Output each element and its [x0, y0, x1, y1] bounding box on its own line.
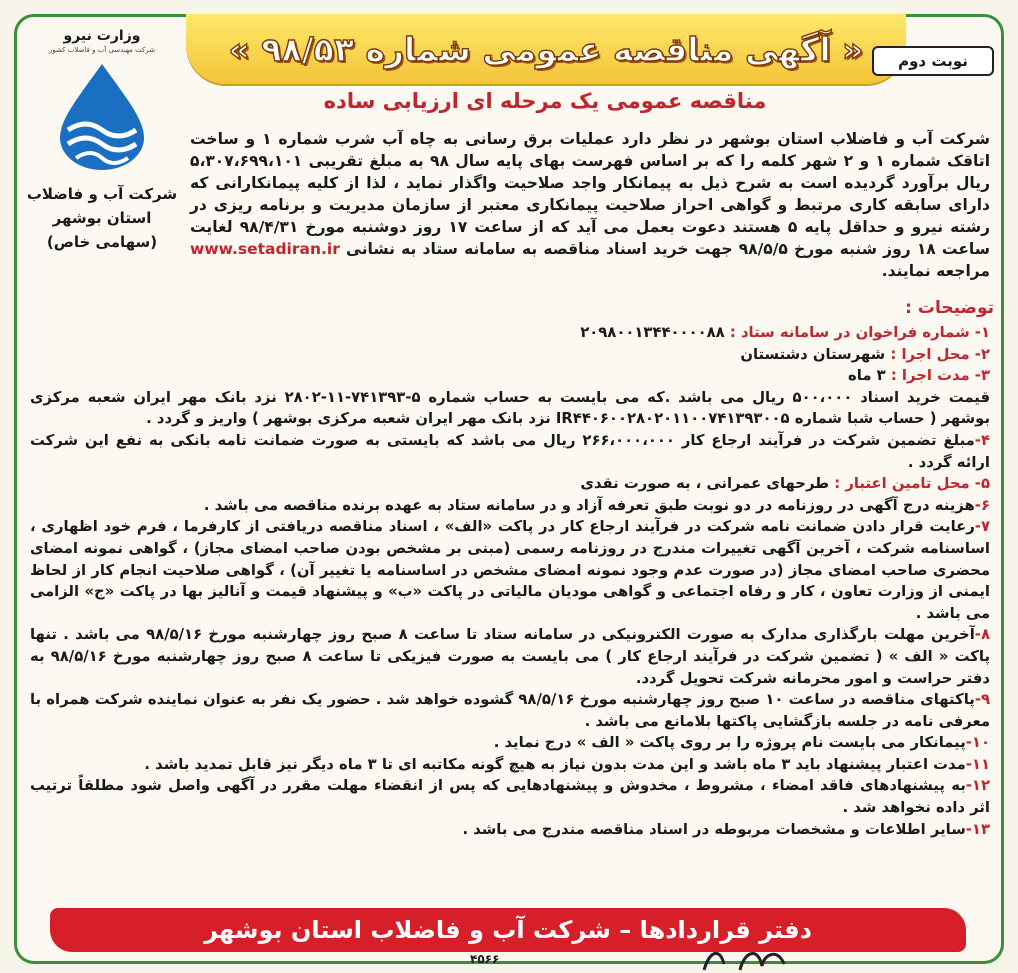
list-item: ۱۰-پیمانکار می بایست نام پروژه را بر روی پاکت « الف » درج نماید . [493, 734, 990, 752]
list-item: ۷-رعایت قرار دادن ضمانت نامه شرکت در فرآیند ارجاع کار در پاکت «الف» ، اسناد مناقصه دریافتی از کارفرما ، فرم خود اظهاری ، اساسنامه شرکت ، آخرین آگهی تغییرات مندرج در روزنامه رسمی (مبنی بر مشخص بودن صاحب امضای مجاز) ، گواهی نمونه امضای محضری صاحب امضای مجاز (در صورت عدم وجود نمونه امضای مشخص در اساسنامه یا تغییر آن) ، گواهی صلاحیت انجام کار از لحاظ ایمنی از وزارت تعاون ، کار و رفاه اجتماعی و گواهی مودیان مالیاتی در پاکت «ب» و پیشنهاد قیمت و آنالیز بها در پاکت «ج» الزامی می باشد . [30, 518, 990, 622]
company-name: شرکت آب و فاضلاب استان بوشهر (سهامی خاص) [26, 185, 178, 251]
ad-code: ۴۵۶۶ [470, 952, 500, 966]
ad-title: « آگهی مناقصه عمومی شماره ۹۸/۵۳ » [228, 29, 864, 69]
logo-tagline: شرکت مهندسی آب و فاضلاب کشور [48, 46, 156, 54]
list-item: قیمت خرید اسناد ۵۰۰،۰۰۰ ریال می باشد .که می بایست به حساب شماره ۵-۷۴۱۳۹۳-۱۱-۲۸۰۲ نزد بانک مهر ایران شعبه مرکزی بوشهر ( حساب شبا شماره IR۴۴۰۶۰۰۲۸۰۲۰۱۱۰۰۷۴۱۳۹۳۰۰۵ نزد بانک مهر ایران شعبه مرکزی بوشهر ) واریز و گردد . [30, 388, 991, 428]
list-item: ۴-مبلغ تضمین شرکت در فرآیند ارجاع کار ۲۶۶،۰۰۰،۰۰۰ ریال می باشد که بایستی به صورت ضمانت نامه بانکی به نفع این شرکت ارائه گردد . [30, 431, 990, 471]
footer-text: دفتر قراردادها – شرکت آب و فاضلاب استان بوشهر [204, 916, 812, 944]
title-banner [186, 14, 906, 84]
list-item: ۸-آخرین مهلت بارگذاری مدارک به صورت الکترونیکی در سامانه ستاد تا ساعت ۸ صبح روز چهارشنبه مورخ ۹۸/۵/۱۶ می باشد . تنها پاکت « الف » ( تضمین شرکت در فرآیند ارجاع کار ) می بایست به صورت فیزیکی تا ساعت ۸ صبح روز چهارشنبه مورخ ۹۸/۵/۱۶ به دفتر حراست و امور محرمانه شرکت تحویل گردد. [30, 626, 990, 687]
list-item: ۹-پاکتهای مناقصه در ساعت ۱۰ صبح روز چهارشنبه مورخ ۹۸/۵/۱۶ گشوده خواهد شد . حضور یک نفر به عنوان نماینده شرکت همراه با معرفی نامه در جلسه بازگشایی پاکتها بلامانع می باشد . [30, 691, 991, 730]
list-item: ۱۲-به پیشنهادهای فاقد امضاء ، مشروط ، مخدوش و پیشنهادهایی که پس از انقضاء مهلت مقرر در آگهی واصل شود مطلقاً ترتیب اثر داده نخواهد شد . [30, 777, 990, 817]
ministry-name: وزارت نیرو [63, 28, 141, 44]
intro-paragraph: شرکت آب و فاضلاب استان بوشهر در نظر دارد عملیات برق رسانی به چاه آب شرب شماره ۱ و ساخت اتاقک شماره ۱ و ۲ شهر کلمه را که بر اساس فهرست بهای پایه سال ۹۸ به مبلغ تقریبی ۵،۳۰۷،۶۹۹،۱۰۱ ریال برآورد گردیده است به شرح ذیل به پیمانکار واجد صلاحیت واگذار نماید ، لذا از کلیه پیمانکارانی که دارای سابقه کاری مرتبط و گواهی احراز صلاحیت پیمانکاری معتبر از سازمان مدیریت و برنامه ریزی در رشته نیرو و حداقل پایه ۵ هستند دعوت بعمل می آید که از ساعت ۱۷ روز دوشنبه مورخ ۹۸/۴/۳۱ لغایت ساعت ۱۸ روز شنبه مورخ ۹۸/۵/۵ جهت خرید اسناد مناقصه به سامانه ستاد به نشانی www.setadiran.ir مراجعه نمایند. [190, 130, 991, 280]
notes-list [30, 322, 990, 840]
list-item: ۳- مدت اجرا : ۳ ماه [848, 367, 990, 385]
notes-heading: توضیحات : [905, 298, 994, 318]
list-item: ۲- محل اجرا : شهرستان دشتستان [740, 345, 990, 363]
list-item: ۱۳-سایر اطلاعات و مشخصات مربوطه در اسناد مناقصه مندرج می باشد . [462, 820, 990, 838]
list-item: ۵- محل تامین اعتبار : طرحهای عمرانی ، به صورت نقدی [580, 475, 990, 493]
water-company-logo-icon [46, 60, 158, 172]
logo-block [22, 22, 182, 251]
handwritten-mark-icon [700, 944, 790, 972]
website-link[interactable]: www.setadiran.ir [190, 240, 340, 258]
list-item: ۱۱-مدت اعتبار پیشنهاد باید ۳ ماه باشد و این مدت بدون نیاز به هیچ گونه مکاتبه ای تا ۳ ماه دیگر نیز قابل تمدید باشد . [144, 755, 990, 773]
list-item: ۶-هزینه درج آگهی در روزنامه در دو نوبت طبق تعرفه آزاد و در سامانه ستاد به عهده برنده مناقصه می باشد . [203, 496, 990, 514]
footer-bar [50, 908, 966, 952]
tender-subtitle: مناقصه عمومی یک مرحله ای ارزیابی ساده [323, 89, 767, 113]
round-badge: نوبت دوم [872, 46, 994, 76]
list-item: ۱- شماره فراخوان در سامانه ستاد : ۲۰۹۸۰۰۱۳۴۴۰۰۰۰۸۸ [580, 324, 990, 341]
